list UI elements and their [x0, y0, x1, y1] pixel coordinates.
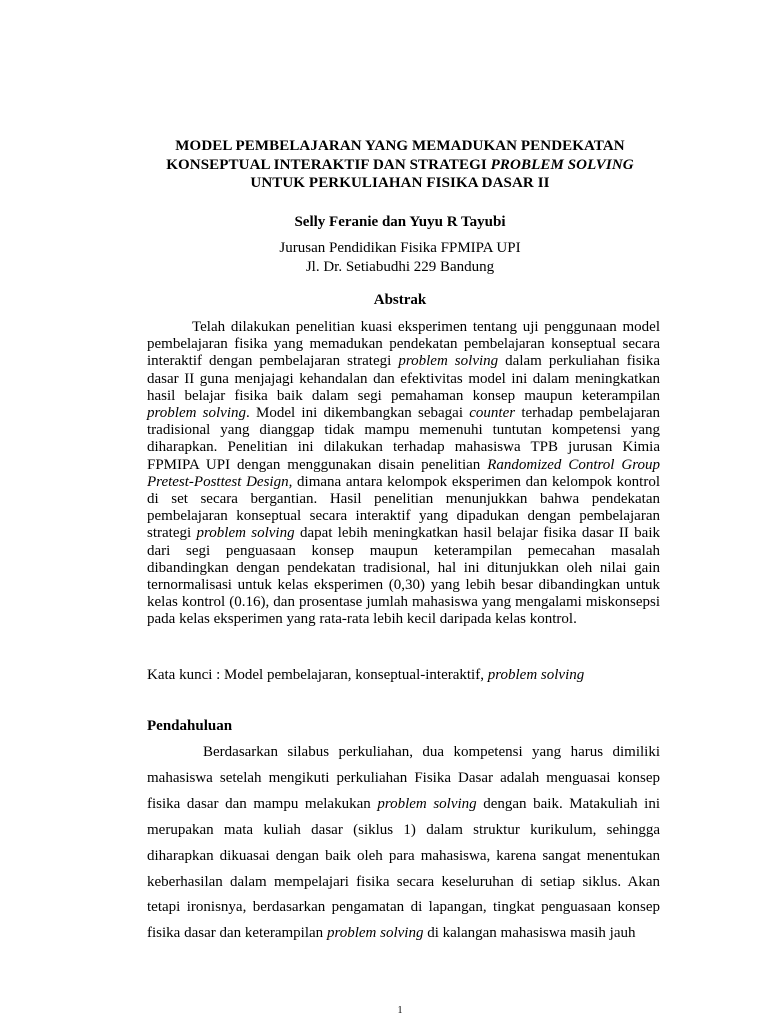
body-text-1: Berdasarkan silabus perkuliahan, dua kompetensi yang harus dimiliki mahasiswa setelah mengikuti perkuliahan Fisika Dasar adalah menguasai konsep fisika dasar dan mampu melakukan	[147, 744, 660, 812]
title-line-2-italic: PROBLEM SOLVING	[490, 156, 634, 173]
abstract-paragraph	[147, 319, 660, 629]
body-italic-2: problem solving	[326, 925, 424, 942]
keywords-italic: problem solving	[487, 667, 585, 683]
section-heading: Pendahuluan	[147, 718, 233, 734]
abstract-italic-4: Randomized Control Group Pretest-Posttest Design,	[147, 456, 660, 490]
title-line-2	[100, 156, 700, 175]
body-paragraph	[147, 740, 660, 947]
affiliation-line-1: Jurusan Pendidikan Fisika FPMIPA UPI	[279, 240, 521, 256]
abstract-italic-5: problem solving	[196, 525, 295, 542]
body-italic-1: problem solving	[377, 795, 477, 812]
title-line-1: MODEL PEMBELAJARAN YANG MEMADUKAN PENDEKATAN	[175, 138, 625, 154]
abstract-text-5: dimana antara kelompok eksperimen dan kelompok kontrol di set secara bergantian. Hasil penelitian menunjukkan bahwa pendekatan pembelajaran konseptual secara interaktif yang dipadukan dengan pembelajaran strategi	[147, 473, 661, 542]
affiliation	[100, 239, 700, 276]
keywords	[147, 666, 660, 684]
abstract-text-1: Telah dilakukan penelitian kuasi eksperimen tentang uji penggunaan model pembelajaran fisika yang memadukan pendekatan pembelajaran konseptual secara interaktif dengan pembelajaran strategi	[147, 319, 660, 370]
abstract-text-3: . Model ini dikembangkan sebagai	[246, 405, 470, 422]
title-line-3: UNTUK PERKULIAHAN FISIKA DASAR II	[250, 175, 550, 191]
authors: Selly Feranie dan Yuyu R Tayubi	[294, 214, 506, 230]
page-number: 1	[397, 1005, 403, 1016]
abstract-italic-3: counter	[469, 405, 516, 422]
paper-title	[100, 137, 700, 193]
abstract-italic-1: problem solving	[398, 353, 499, 370]
abstract-text-6: dapat lebih meningkatkan hasil belajar fisika dasar II baik dari segi penguasaan konsep maupun keterampilan pemecahan masalah dibandingkan dengan pendekatan tradisional, hal ini ditunjukkan oleh nilai gain ternormalisasi untuk kelas eksperimen (0,30) yang lebih besar dibandingkan untuk kelas kontrol (0.16), dan prosentase jumlah mahasiswa yang mengalami miskonsepsi pada kelas eksperimen yang rata-rata lebih kecil daripada kelas kontrol.	[147, 525, 660, 628]
body-text-3: di kalangan mahasiswa masih jauh	[423, 925, 636, 942]
abstract-heading: Abstrak	[373, 292, 427, 308]
body-text-2: dengan baik. Matakuliah ini merupakan mata kuliah dasar (siklus 1) dalam struktur kurikulum, sehingga diharapkan dikuasai dengan baik oleh para mahasiswa, karena sangat menentukan keberhasilan dalam mempelajari fisika secara keseluruhan di setiap siklus. Akan tetapi ironisnya, berdasarkan pengamatan di lapangan, tingkat penguasaan konsep fisika dasar dan keterampilan	[147, 795, 660, 942]
abstract-italic-2: problem solving	[147, 405, 247, 422]
title-line-2-text: KONSEPTUAL INTERAKTIF DAN STRATEGI	[166, 156, 491, 173]
abstract-text-2: dalam perkuliahan fisika dasar II guna menjajagi kehandalan dan efektivitas model ini dalam meningkatkan hasil belajar fisika baik dalam segi pemahaman konsep maupun keterampilan	[147, 353, 660, 404]
keywords-text: Kata kunci : Model pembelajaran, konseptual-interaktif,	[147, 667, 488, 683]
affiliation-line-2: Jl. Dr. Setiabudhi 229 Bandung	[305, 258, 495, 275]
abstract-text-4: terhadap pembelajaran tradisional yang dianggap tidak mampu memenuhi tuntutan kompetensi yang diharapkan. Penelitian ini dilakukan terhadap mahasiswa TPB jurusan Kimia FPMIPA UPI dengan menggunakan disain penelitian	[147, 405, 660, 473]
